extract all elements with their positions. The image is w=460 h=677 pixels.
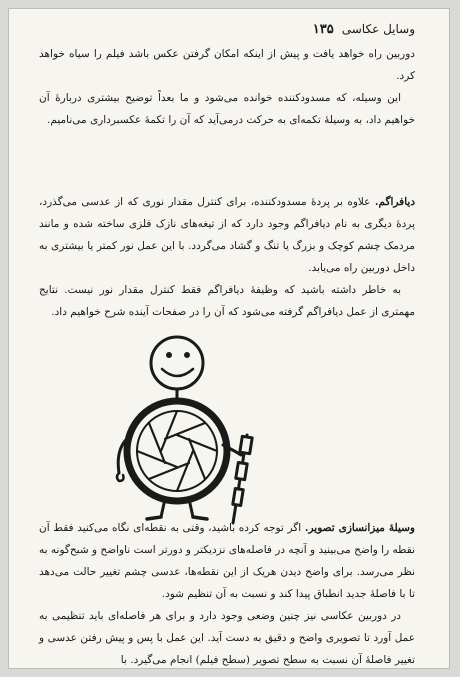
focusing-paragraph-1: اگر توجه کرده باشید، وقتی به نقطه‌ای نگاه می‌کنید فقط آن نقطه را واضح می‌بینید و آنچه در فاصله‌های نزدیکتر و دورتر است ناواضح و شبح‌گونه به نظر می‌رسد. برای واضح دیدن هریک از این نقطه‌ها، عدسی چشم تغییر حالت می‌دهد تا با فاصلهٔ جدید انطباق پیدا کند و نسبت به آن تنظیم شود. (39, 522, 415, 600)
page-number: ۱۳۵ (312, 21, 334, 37)
top-text-block (39, 43, 415, 131)
focusing-heading: وسیلهٔ میزانسازی تصویر. (304, 522, 415, 534)
diaphragm-paragraph-1: علاوه بر پردهٔ مسدودکننده، برای کنترل مقدار نوری که از عدسی می‌گذرد، پردهٔ دیگری به نام دیافراگم وجود دارد که از تیغه‌های نازک فلزی ساخته شده و مانند مردمک چشم کوچک و بزرگ یا تنگ و گشاد می‌گردد. با این عمل نور کمتر یا بیشتری به داخل دوربین راه می‌یابد. (39, 196, 415, 274)
book-page (8, 8, 450, 669)
running-header (39, 19, 415, 39)
running-header-title: وسایل عکاسی (341, 22, 415, 36)
mascot-head (151, 337, 203, 389)
diaphragm-paragraph-2: به خاطر داشته باشید که وظیفهٔ دیافراگم فقط کنترل مقدار نور نیست. نتایج مهمتری از عمل دیافراگم گرفته می‌شود که آن را در صفحات آینده شرح خواهیم داد. (39, 284, 415, 318)
focusing-paragraph-2: در دوربین عکاسی نیز چنین وضعی وجود دارد و برای هر فاصله‌ای باید تنظیمی به عمل آورد تا تصویری واضح و دقیق به دست آید. این عمل با پس و پیش رفتن عدسی و تغییر فاصلهٔ آن نسبت به سطح تصویر (سطح فیلم) انجام می‌گیرد. با (39, 610, 415, 666)
diaphragm-heading: دیافراگم. (374, 196, 415, 208)
diaphragm-section (39, 191, 415, 323)
paragraph-1: دوربین راه خواهد یافت و پیش از اینکه امکان گرفتن عکس باشد فیلم را سیاه خواهد کرد. (39, 48, 415, 82)
aperture-mascot-illustration (109, 327, 289, 527)
focusing-section (39, 517, 415, 669)
paragraph-2: این وسیله، که مسدودکننده خوانده می‌شود و ما بعداً توضیح بیشتری دربارهٔ آن خواهیم داد، به وسیلهٔ تکمه‌ای به حرکت درمی‌آید که آن را تکمهٔ عکسبرداری می‌نامیم. (39, 92, 415, 126)
